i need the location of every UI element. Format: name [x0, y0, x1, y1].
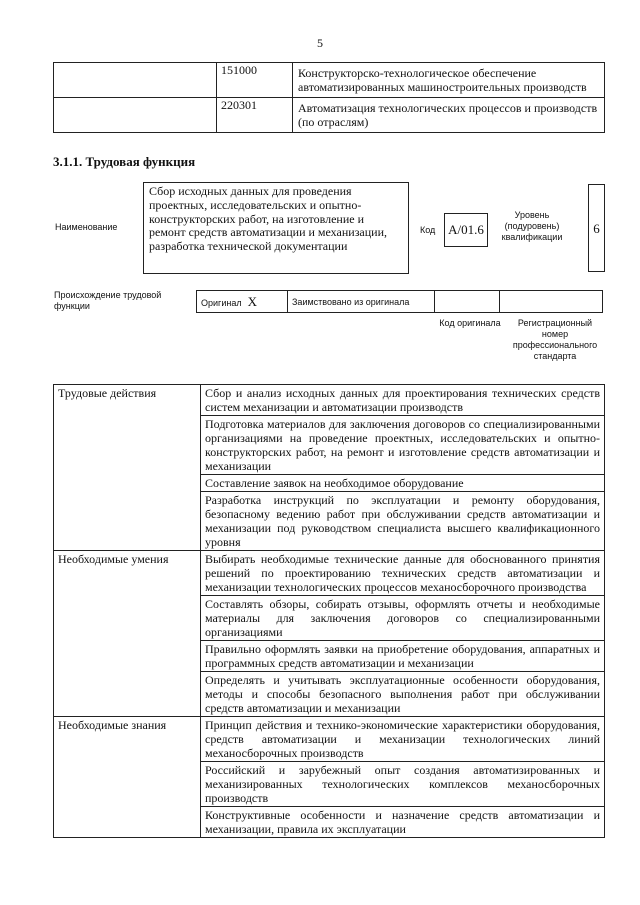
origin-table [196, 290, 603, 313]
section-title: Трудовые действия [54, 385, 201, 551]
reg-number-caption: Регистрационный номер профессионального стандарта [512, 318, 598, 361]
table-row [197, 291, 603, 313]
function-details-table [53, 384, 605, 838]
list-item: Российский и зарубежный опыт создания автоматизированных и механизированных технологических комплексов механосборочных производств [201, 762, 605, 807]
section-heading: 3.1.1. Трудовая функция [53, 154, 196, 169]
spec-code: 151000 [217, 63, 293, 98]
list-item: Определять и учитывать эксплуатационные особенности оборудования, методы и способы безопасного выполнения работ при обслуживании средств автоматизации и механизации [201, 672, 605, 717]
list-item: Принцип действия и технико-экономические характеристики оборудования, средств автоматизации и механизации технологических линий механосборочных производств [201, 717, 605, 762]
spec-name: Конструкторско-технологическое обеспечение автоматизированных машиностроительных производств [293, 63, 605, 98]
original-label: Оригинал [201, 297, 242, 308]
table-row [54, 717, 605, 762]
original-mark: X [247, 293, 257, 309]
code-original-caption: Код оригинала [439, 318, 501, 328]
name-label: Наименование [55, 222, 118, 232]
list-item: Подготовка материалов для заключения договоров со специализированными организациями на проведение проектных, исследовательских и опытно-конструкторских работ, на ремонт и изготовление средств автоматизации и механизации [201, 416, 605, 475]
list-item: Составление заявок на необходимое оборудование [201, 475, 605, 492]
table-row [54, 63, 605, 98]
list-item: Сбор и анализ исходных данных для проектирования технических средств систем механизации и автоматизации производств [201, 385, 605, 416]
empty-cell [54, 98, 217, 133]
spec-name: Автоматизация технологических процессов и производств (по отраслям) [293, 98, 605, 133]
list-item: Разработка инструкций по эксплуатации и ремонту оборудования, безопасному ведению работ при обслуживании средств автоматизации и механизации под руководством специалиста высшего квалификационного уровня [201, 492, 605, 551]
table-row [54, 385, 605, 416]
spec-code: 220301 [217, 98, 293, 133]
qualification-level: 6 [588, 184, 605, 272]
education-table [53, 62, 605, 133]
table-row [54, 551, 605, 596]
original-cell [197, 291, 288, 313]
borrowed-label: Заимствовано из оригинала [288, 291, 435, 313]
page-number: 5 [317, 36, 323, 50]
function-code: A/01.6 [444, 213, 488, 247]
list-item: Правильно оформлять заявки на приобретение оборудования, аппаратных и программных средств автоматизации и механизации [201, 641, 605, 672]
list-item: Выбирать необходимые технические данные для обоснованного принятия решений по проектированию технических средств автоматизации и механизации технологических процессов механосборочного производства [201, 551, 605, 596]
section-title: Необходимые умения [54, 551, 201, 717]
table-row [54, 98, 605, 133]
reg-number-cell [500, 291, 603, 313]
section-title: Необходимые знания [54, 717, 201, 838]
code-label: Код [420, 225, 436, 235]
list-item: Конструктивные особенности и назначение средств автоматизации и механизации, правила их эксплуатации [201, 807, 605, 838]
level-label: Уровень (подуровень) квалификации [501, 210, 563, 242]
empty-cell [54, 63, 217, 98]
origin-code-cell [435, 291, 500, 313]
list-item: Составлять обзоры, собирать отзывы, оформлять отчеты и необходимые материалы для заключения договоров со специализированными организациями [201, 596, 605, 641]
origin-label: Происхождение трудовой функции [54, 290, 162, 311]
function-name: Сбор исходных данных для проведения проектных, исследовательских и опытно-конструкторских работ, на изготовление и ремонт средств автоматизации и механизации, разработка технической документации [143, 182, 409, 274]
